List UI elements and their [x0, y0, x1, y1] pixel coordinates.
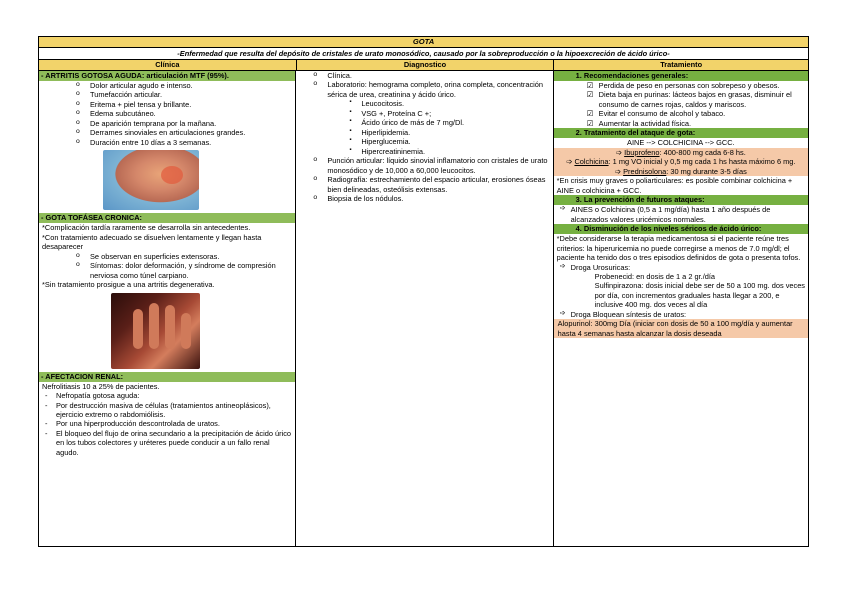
list-item: o Dolor articular agudo e intenso.: [42, 81, 292, 90]
list-item: ▪ Ácido úrico de más de 7 mg/Dl.: [299, 118, 549, 127]
cronica-header: - GOTA TOFÁSEA CRONICA:: [39, 213, 295, 223]
clinica-column: [39, 71, 296, 546]
bloqueadores-label: ➩ Droga Bloquean síntesis de uratos:: [557, 310, 805, 319]
aguda-list: [42, 81, 292, 147]
list-item: ☑ Perdida de peso en personas con sobrepeso y obesos.: [557, 81, 805, 90]
list-item: o Derrames sinoviales en articulaciones grandes.: [42, 128, 292, 137]
list-item: ▪ Hiperlipidemia.: [299, 128, 549, 137]
prevencion-text: ➩ AINES o Colchicina (0,5 a 1 mg/día) hasta 1 año después de alcanzados valores uricémicos normales.: [557, 205, 805, 224]
list-item: o Síntomas: dolor deformación, y síndrome de compresión nerviosa como túnel carpiano.: [42, 261, 292, 280]
ibuprofeno-label: Ibuprofeno: [624, 147, 660, 157]
diagnostico-list-2: [299, 156, 549, 203]
page-title: GOTA: [38, 36, 809, 48]
list-item: ▪ VSG +, Proteína C +;: [299, 109, 549, 118]
list-item: o Eritema + piel tensa y brillante.: [42, 100, 292, 109]
list-item: ☑ Evitar el consumo de alcohol y tabaco.: [557, 109, 805, 118]
list-item: - Por una hiperproducción descontrolada de uratos.: [42, 419, 292, 428]
list-item: o Punción articular: líquido sinovial inflamatorio con cristales de urato monosódico y de 10,000 a 60,000 leucocitos.: [299, 156, 549, 175]
list-item: o De aparición temprana por la mañana.: [42, 119, 292, 128]
list-item: o Duración entre 10 días a 3 semanas.: [42, 138, 292, 147]
disminucion-text: *Debe considerarse la terapia medicamentosa si el paciente reúne tres criterios: la hiperuricemia no puede corregirse a menos de 7.0 mg/dl; el paciente ha tenido dos o tres episodios definidos de gota o presenta tofos.: [556, 234, 801, 263]
colchicina-dose: : 1 mg VO inicial y 0,5 mg cada 1 hs hasta máximo 6 mg.: [608, 157, 796, 167]
cronica-text-2: *Con tratamiento adecuado se disuelven lentamente y llegan hasta desaparecer: [42, 232, 262, 252]
list-item: o Tumefacción articular.: [42, 90, 292, 99]
list-item: o Clínica.: [299, 71, 549, 80]
definition-subtitle: -Enfermedad que resulta del depósito de cristales de urato monosódico, causado por la sobreproducción o la hipoexcreción de ácido úrico-: [38, 48, 809, 60]
header-clinica: Clínica: [39, 60, 297, 70]
list-item: o Se observan en superficies extensoras.: [42, 252, 292, 261]
sulfinpirazona-text: Sulfinpirazona: dosis inicial debe ser de 50 a 100 mg. dos veces por día, con incrementos graduales hasta llegar a 200, e inclusive 400 mg. dos veces al día: [594, 281, 806, 310]
renal-text: Nefrolitiasis 10 a 25% de pacientes.: [42, 381, 160, 391]
disminucion-header: 4. Disminución de los niveles séricos de ácido úrico:: [554, 224, 808, 234]
tophaceous-hand-photo: [111, 293, 200, 369]
ibuprofeno-dose: : 400-800 mg cada 6-8 hs.: [659, 147, 746, 157]
diagnostico-column: [296, 71, 553, 546]
list-item: - Nefropatía gotosa aguda:: [42, 391, 292, 400]
list-item: o Biopsia de los nódulos.: [299, 194, 549, 203]
renal-list: [42, 391, 292, 457]
cronica-list: [42, 252, 292, 280]
list-item: o Laboratorio: hemograma completo, orina completa, concentración sérica de urea, creatinina y ácido úrico.: [299, 80, 549, 99]
aguda-header: - ARTRITIS GOTOSA AGUDA: articulación MTF (95%).: [39, 71, 295, 81]
cronica-text-3: *Sin tratamiento prosigue a una artritis degenerativa.: [42, 280, 215, 290]
colchicina-label: Colchicina: [574, 157, 609, 167]
diagnostico-list: [299, 71, 549, 99]
ataque-sequence: AINE --> COLCHICINA --> GCC.: [627, 138, 735, 148]
list-item: ▪ Leucocitosis.: [299, 99, 549, 108]
header-tratamiento: Tratamiento: [660, 60, 703, 69]
recomendaciones-list: [557, 81, 805, 128]
list-item: ☑ Dieta baja en purinas: lácteos bajos en grasas, disminuir el consumo de carnes rojas, caldos y mariscos.: [557, 90, 805, 109]
tratamiento-column: [554, 71, 808, 546]
lab-findings-list: [299, 99, 549, 156]
gout-summary-table: [38, 36, 809, 547]
gouty-foot-photo: [103, 150, 199, 210]
prevencion-header: 3. La prevención de futuros ataques:: [554, 195, 808, 205]
urosuricas-label: ➩ Droga Urosuricas:: [557, 263, 805, 272]
ataque-header: 2. Tratamiento del ataque de gota:: [554, 128, 808, 138]
probenecid-text: Probenecid: en dosis de 1 a 2 gr./día: [594, 271, 716, 281]
list-item: - El bloqueo del flujo de orina secundario a la precipitación de ácido úrico en los tubos colectores y uréteres puede conducir a un fallo renal agudo.: [42, 429, 292, 457]
content-columns: [38, 71, 809, 547]
prednisolona-dose: : 30 mg durante 3-5 días: [666, 166, 747, 176]
prednisolona-label: Prednisolona: [623, 166, 667, 176]
list-item: ▪ Hiperglucemia.: [299, 137, 549, 146]
recomendaciones-header: 1. Recomendaciones generales:: [554, 71, 808, 81]
ibuprofeno-box: ➩ Ibuprofeno: 400-800 mg cada 6-8 hs. ➩ Colchicina: 1 mg VO inicial y 0,5 mg cada 1 hs hasta máximo 6 mg. ➩ Prednisolona: 30 mg durante 3-5 días: [554, 148, 808, 176]
column-headers: [38, 60, 809, 71]
cronica-text-1: *Complicación tardía raramente se desarrolla sin antecedentes.: [42, 223, 251, 233]
list-item: ☑ Aumentar la actividad física.: [557, 119, 805, 128]
header-diagnostico: Diagnostico: [297, 60, 555, 70]
list-item: o Edema subcutáneo.: [42, 109, 292, 118]
alopurinol-box: Alopurinol: 300mg Día (iniciar con dosis de 50 a 100 mg/día y aumentar hasta 4 semanas hasta alcanzar la dosis deseada: [554, 319, 808, 338]
ataque-note: *En crisis muy graves o poliarticulares: es posible combinar colchicina + AINE o colchicina + GCC.: [556, 176, 793, 195]
list-item: o Radiografía: estrechamiento del espacio articular, erosiones óseas bien delineadas, osteólisis extensas.: [299, 175, 549, 194]
list-item: ▪ Hipercreatininemia.: [299, 147, 549, 156]
renal-header: - AFECTACION RENAL:: [39, 372, 295, 382]
list-item: - Por destrucción masiva de células (tratamientos antineoplásicos), ejercicio extremo o rabdomiólisis.: [42, 401, 292, 420]
